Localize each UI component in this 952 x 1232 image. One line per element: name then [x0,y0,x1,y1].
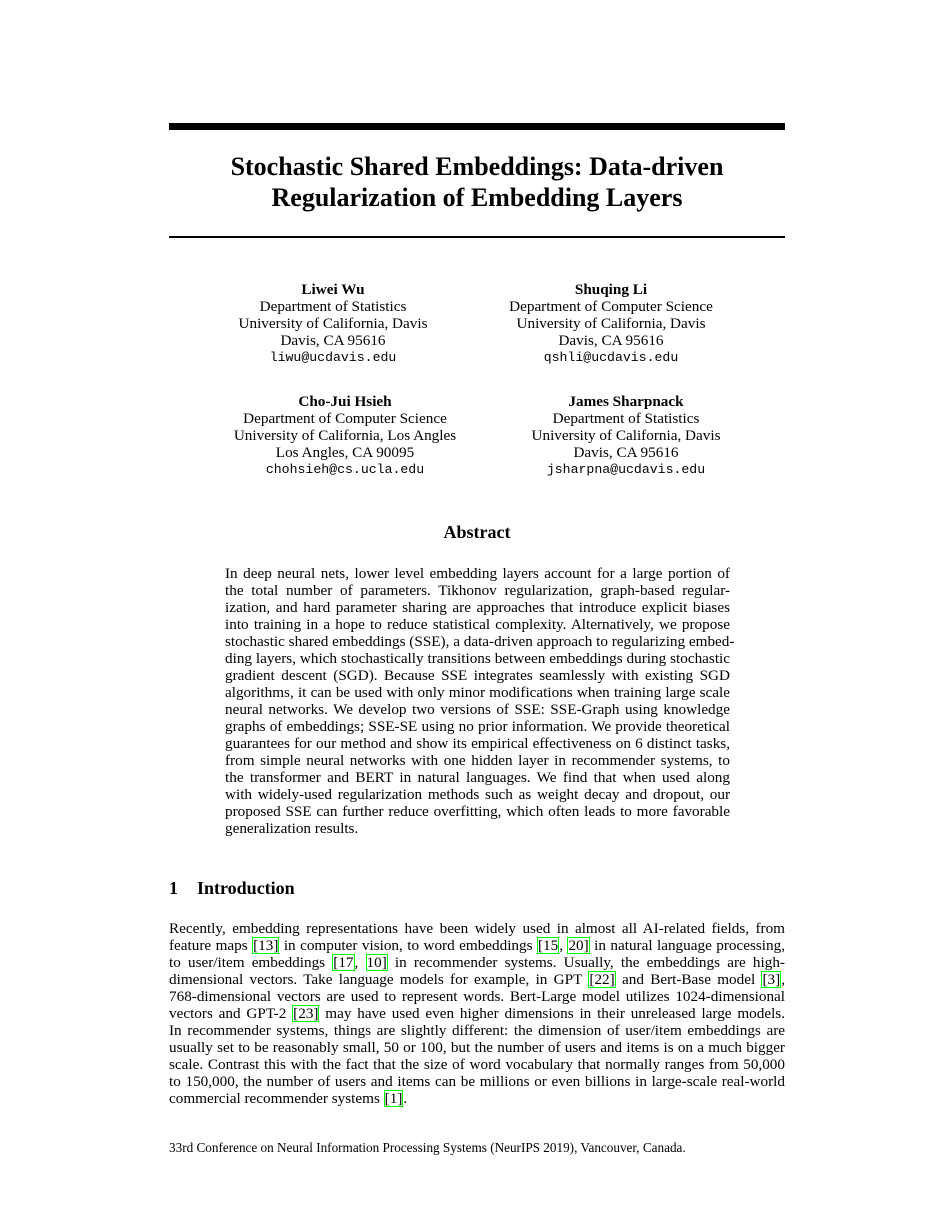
body-line: to 150,000, the number of users and items can be millions or even billions in large-scale real-world [169,1073,785,1090]
author-email[interactable]: jsharpna@ucdavis.edu [546,462,706,477]
citation-link[interactable]: [1] [384,1090,403,1107]
body-line: Recently, embedding representations have been widely used in almost all AI-related fields, from [169,920,785,937]
section-number: 1 [169,878,178,898]
author-dept: Department of Computer Science [509,298,713,315]
top-rule [169,123,785,130]
author-email[interactable]: qshli@ucdavis.edu [543,350,679,365]
title-line-2: Regularization of Embedding Layers [271,183,683,212]
abstract-line: In deep neural nets, lower level embedding layers account for a large portion of [225,565,730,582]
text: may have used even higher dimensions in their unreleased large models. [319,1005,786,1022]
abstract-line: into training in a hope to reduce statistical complexity. Alternatively, we propose [225,616,730,633]
body-line: In recommender systems, things are slightly different: the dimension of user/item embeddings are [169,1022,785,1039]
author-name: James Sharpnack [568,393,684,410]
text: and Bert-Base model [615,971,762,988]
author-city: Los Angles, CA 90095 [275,444,415,461]
citation-link[interactable]: [17 [333,954,354,971]
abstract-line: stochastic shared embeddings (SSE), a data-driven approach to regularizing embed- [225,633,735,650]
text: , [559,937,568,954]
body-line [169,971,785,988]
author-block-1 [183,281,483,366]
section-heading-introduction [169,877,295,899]
conference-footnote: 33rd Conference on Neural Information Processing Systems (NeurIPS 2019), Vancouver, Canada. [169,1140,686,1155]
text: in computer vision, to word embeddings [279,937,537,954]
citation-link[interactable]: [13] [253,937,279,954]
abstract-line: ding layers, which stochastically transitions between embeddings during stochastic [225,650,730,667]
introduction-paragraph [169,920,785,1107]
section-title: Introduction [197,878,295,898]
body-line: 768-dimensional vectors are used to represent words. Bert-Large model utilizes 1024-dimensional [169,988,785,1005]
citation-link[interactable]: 20] [568,937,589,954]
author-univ: University of California, Davis [238,315,428,332]
text: feature maps [169,937,253,954]
author-block-3 [195,393,495,478]
author-city: Davis, CA 95616 [280,332,386,349]
author-city: Davis, CA 95616 [573,444,679,461]
abstract-line: proposed SSE can further reduce overfitting, which often leads to more favorable [225,803,730,820]
author-name: Liwei Wu [301,281,365,298]
body-line [169,1090,785,1107]
author-dept: Department of Statistics [552,410,700,427]
body-line [169,954,785,971]
abstract-line: from simple neural networks with one hidden layer in recommender systems, to [225,752,730,769]
author-city: Davis, CA 95616 [558,332,664,349]
title-rule [169,236,785,238]
paper-title [169,151,785,213]
abstract-line: neural networks. We develop two versions of SSE: SSE-Graph using knowledge [225,701,730,718]
text: , [354,954,366,971]
citation-link[interactable]: [15 [537,937,559,954]
abstract-body [225,565,735,837]
citation-link[interactable]: 10] [366,954,387,971]
abstract-line: guarantees for our method and show its empirical effectiveness on 6 distinct tasks, [225,735,730,752]
author-univ: University of California, Davis [516,315,706,332]
body-line [169,1005,785,1022]
author-dept: Department of Statistics [259,298,407,315]
text: vectors and GPT-2 [169,1005,293,1022]
abstract-line: with widely-used regularization methods such as weight decay and dropout, our [225,786,730,803]
title-line-1: Stochastic Shared Embeddings: Data-driven [230,152,724,181]
text: dimensional vectors. Take language models for example, in GPT [169,971,589,988]
abstract-line: algorithms, it can be used with only minor modifications when training large scale [225,684,730,701]
abstract-line: ization, and hard parameter sharing are approaches that introduce explicit biases [225,599,730,616]
text: to user/item embeddings [169,954,333,971]
text: . [403,1090,408,1107]
citation-link[interactable]: [22] [589,971,615,988]
body-line: usually set to be reasonably small, 50 or 100, but the number of users and items is on a much bigger [169,1039,785,1056]
author-name: Shuqing Li [574,281,648,298]
author-block-4 [476,393,776,478]
abstract-line: gradient descent (SGD). Because SSE integrates seamlessly with existing SGD [225,667,730,684]
text: in recommender systems. Usually, the embeddings are high- [387,954,785,971]
author-dept: Department of Computer Science [243,410,447,427]
author-block-2 [461,281,761,366]
text: , [781,971,785,988]
abstract-line: the total number of parameters. Tikhonov regularization, graph-based regular- [225,582,730,599]
abstract-line: the transformer and BERT in natural languages. We find that when used along [225,769,730,786]
abstract-line: generalization results. [225,820,359,837]
author-univ: University of California, Davis [531,427,721,444]
author-email[interactable]: chohsieh@cs.ucla.edu [265,462,425,477]
citation-link[interactable]: [3] [762,971,781,988]
abstract-heading: Abstract [443,522,511,542]
author-email[interactable]: liwu@ucdavis.edu [269,350,397,365]
text: in natural language processing, [589,937,785,954]
text: commercial recommender systems [169,1090,384,1107]
citation-link[interactable]: [23] [293,1005,319,1022]
author-name: Cho-Jui Hsieh [298,393,392,410]
body-line: scale. Contrast this with the fact that the size of word vocabulary that normally ranges from 50,000 [169,1056,785,1073]
body-line [169,937,785,954]
abstract-line: graphs of embeddings; SSE-SE using no prior information. We provide theoretical [225,718,730,735]
author-univ: University of California, Los Angles [233,427,457,444]
